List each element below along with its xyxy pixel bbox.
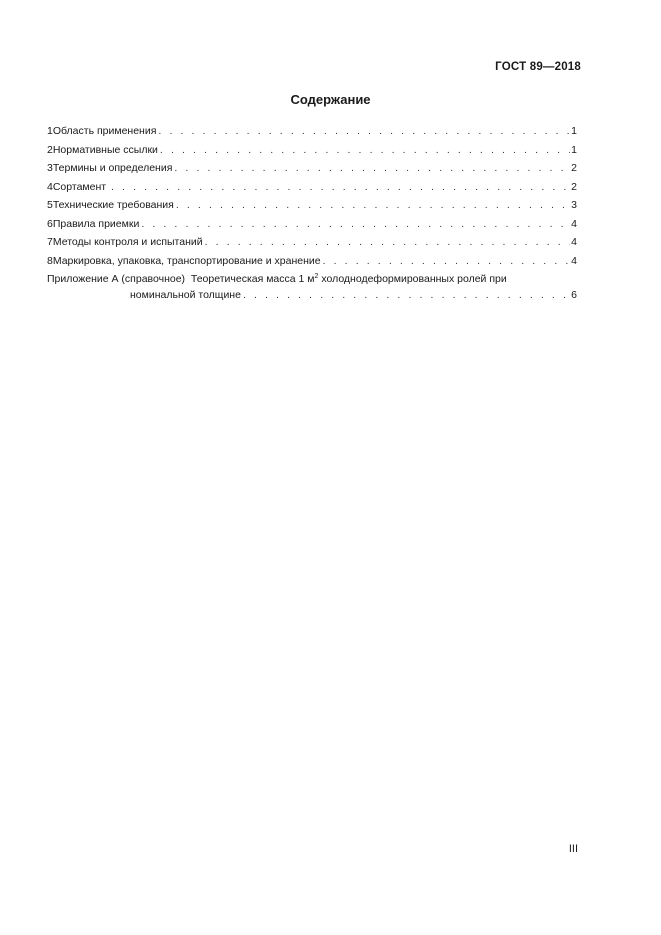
- appendix-title-line: [47, 272, 577, 288]
- toc-leader-dots: [323, 254, 571, 268]
- toc-item-number: 8: [47, 254, 53, 267]
- toc-item-number: 7: [47, 236, 53, 248]
- toc-item-number: 1: [47, 125, 53, 137]
- appendix-continuation: номинальной толщине: [130, 289, 241, 301]
- toc-item-page: 1: [571, 125, 577, 137]
- appendix-title-prefix: Приложение А (справочное) Теоретическая масса 1 м: [47, 273, 315, 285]
- toc-item-page: 1: [571, 143, 577, 156]
- toc-item-page: 4: [571, 217, 577, 230]
- toc-item-label: Сортамент: [52, 180, 109, 193]
- toc-item-label: Термины и определения: [52, 162, 173, 174]
- toc-item-label: Технические требования: [52, 199, 174, 211]
- toc-appendix-item[interactable]: [47, 272, 577, 306]
- toc-item-page: 3: [571, 199, 577, 211]
- toc-item-label: Область применения: [52, 125, 157, 137]
- toc-leader-dots: [174, 161, 570, 175]
- toc-item[interactable]: [47, 161, 577, 180]
- appendix-superscript: 2: [314, 273, 319, 280]
- toc-item-page: 2: [571, 162, 577, 174]
- toc-item[interactable]: [47, 254, 577, 273]
- toc-item-page: 2: [571, 180, 577, 193]
- toc-item-label: Методы контроля и испытаний: [52, 236, 203, 248]
- toc-item[interactable]: [47, 180, 577, 199]
- toc-item[interactable]: [47, 124, 577, 143]
- toc-item-number: 2: [47, 143, 53, 156]
- toc-leader-dots: [111, 180, 570, 194]
- toc-leader-dots: [205, 235, 571, 249]
- toc-leader-dots: [141, 217, 570, 231]
- appendix-title-suffix: холоднодеформированных ролей при: [318, 273, 507, 285]
- toc-item-label: Нормативные ссылки: [52, 143, 158, 156]
- toc-leader-dots: [176, 198, 570, 212]
- toc-item[interactable]: [47, 217, 577, 236]
- toc-item-number: 3: [47, 162, 53, 174]
- toc-leader-dots: [160, 143, 570, 157]
- standard-code: ГОСТ 89—2018: [495, 61, 581, 73]
- toc-item-number: 5: [47, 199, 53, 211]
- table-of-contents: [47, 124, 577, 306]
- toc-title: Содержание: [290, 92, 371, 107]
- toc-leader-dots: [243, 288, 570, 302]
- toc-item[interactable]: [47, 143, 577, 162]
- toc-item-page: 4: [571, 236, 577, 248]
- toc-leader-dots: [158, 124, 570, 138]
- toc-item-label: Маркировка, упаковка, транспортирование и хранение: [52, 254, 321, 267]
- toc-item-label: Правила приемки: [52, 217, 140, 230]
- toc-item-page: 4: [571, 254, 577, 267]
- page-number: III: [568, 843, 578, 855]
- toc-item-number: 4: [47, 180, 53, 193]
- appendix-continuation-line: [47, 288, 577, 306]
- toc-item[interactable]: [47, 198, 577, 217]
- toc-item-number: 6: [47, 217, 53, 230]
- toc-item[interactable]: [47, 235, 577, 254]
- toc-item-page: 6: [571, 289, 577, 301]
